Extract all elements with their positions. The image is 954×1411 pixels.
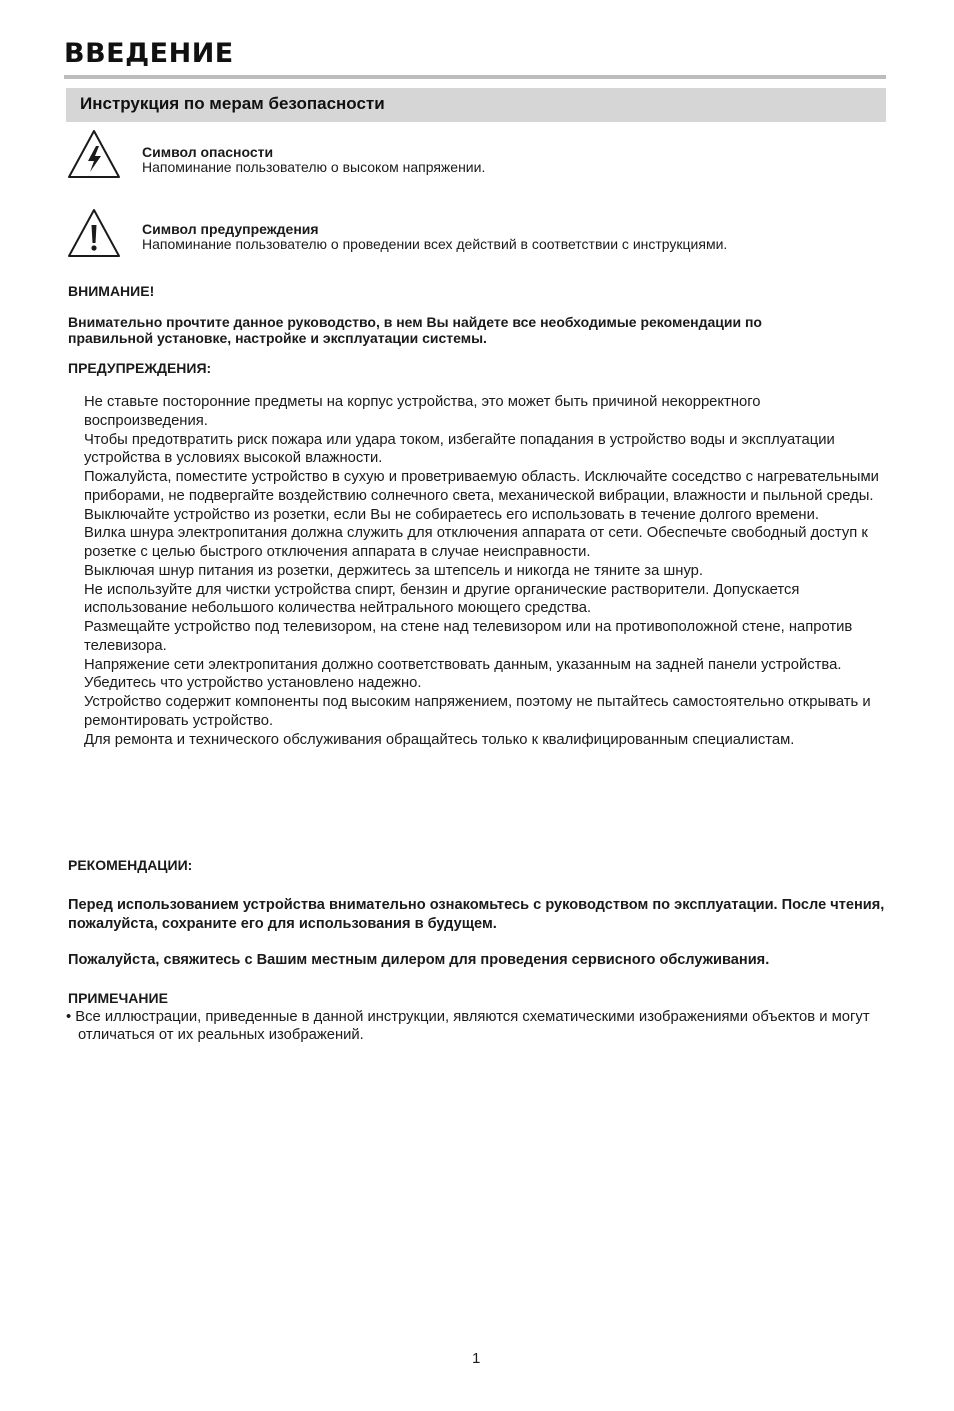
warning-item: Чтобы предотвратить риск пожара или удара током, избегайте попадания в устройство воды и эксплуатации устройства в условиях высокой влажности. xyxy=(84,431,835,467)
warning-item: Выключайте устройство из розетки, если Вы не собираетесь его использовать в течение долгого времени. xyxy=(84,506,819,523)
warning-item: Напряжение сети электропитания должно соответствовать данным, указанным на задней панели устройства. xyxy=(84,656,842,673)
attention-text: Внимательно прочтите данное руководство, в нем Вы найдете все необходимые рекомендации по правильной установке, настройке и эксплуатации системы. xyxy=(68,314,762,346)
warning-item: Убедитесь что устройство установлено надежно. xyxy=(84,675,422,692)
warning-item: Размещайте устройство под телевизором, на стене над телевизором или на противоположной стене, напротив телевизора. xyxy=(84,619,853,654)
lightning-warning-icon xyxy=(66,128,122,185)
title-underline xyxy=(64,75,886,79)
recommendations-text-1: Перед использованием устройства внимательно ознакомьтесь с руководством по эксплуатации. После чтения, пожалуйста, сохраните его для использования в будущем. xyxy=(68,897,885,932)
warnings-heading: ПРЕДУПРЕЖДЕНИЯ: xyxy=(68,360,212,376)
recommendations-heading: РЕКОМЕНДАЦИИ: xyxy=(68,857,193,873)
warning-item: Не ставьте посторонние предметы на корпус устройства, это может быть причиной некорректного воспроизведения. xyxy=(84,394,761,429)
warning-item: Пожалуйста, поместите устройство в сухую и проветриваемую область. Исключайте соседство с нагревательными приборами, не подвергайте воздействию солнечного света, механической вибрации, влажности и пыльной среды. xyxy=(84,469,879,504)
warning-item: Не используйте для чистки устройства спирт, бензин и другие органические растворители. Допускается использование небольшого количества нейтрального моющего средства. xyxy=(84,581,800,617)
warning-item: Выключая шнур питания из розетки, держитесь за штепсель и никогда не тяните за шнур. xyxy=(84,562,704,579)
warning-symbol-title: Символ предупреждения xyxy=(142,221,319,237)
warning-symbol-desc: Напоминание пользователю о проведении всех действий в соответствии с инструкциями. xyxy=(142,236,728,252)
note-item: • Все иллюстрации, приведенные в данной инструкции, являются схематическими изображениями объектов и могут отличаться от их реальных изображений. xyxy=(66,1009,870,1043)
attention-heading: ВНИМАНИЕ! xyxy=(68,283,155,299)
section-title: Инструкция по мерам безопасности xyxy=(80,94,385,113)
warning-item: Устройство содержит компоненты под высоким напряжением, поэтому не пытайтесь самостоятельно открывать и ремонтировать устройство. xyxy=(84,694,871,729)
recommendations-text-2: Пожалуйста, свяжитесь с Вашим местным дилером для проведения сервисного обслуживания. xyxy=(68,952,770,968)
section-header-bar xyxy=(66,88,886,122)
exclamation-warning-icon xyxy=(66,207,122,264)
danger-symbol-desc: Напоминание пользователю о высоком напряжении. xyxy=(142,159,486,175)
note-heading: ПРИМЕЧАНИЕ xyxy=(68,990,168,1006)
warning-item: Для ремонта и технического обслуживания обращайтесь только к квалифицированным специалистам. xyxy=(84,731,795,748)
page-number: 1 xyxy=(472,1350,481,1367)
warning-item: Вилка шнура электропитания должна служить для отключения аппарата от сети. Обеспечьте свободный доступ к розетке с целью быстрого отключения аппарата в случае неисправности. xyxy=(84,525,868,560)
page-title: ВВЕДЕНИЕ xyxy=(64,38,234,69)
warnings-list xyxy=(84,393,884,749)
danger-symbol-title: Символ опасности xyxy=(142,144,274,160)
